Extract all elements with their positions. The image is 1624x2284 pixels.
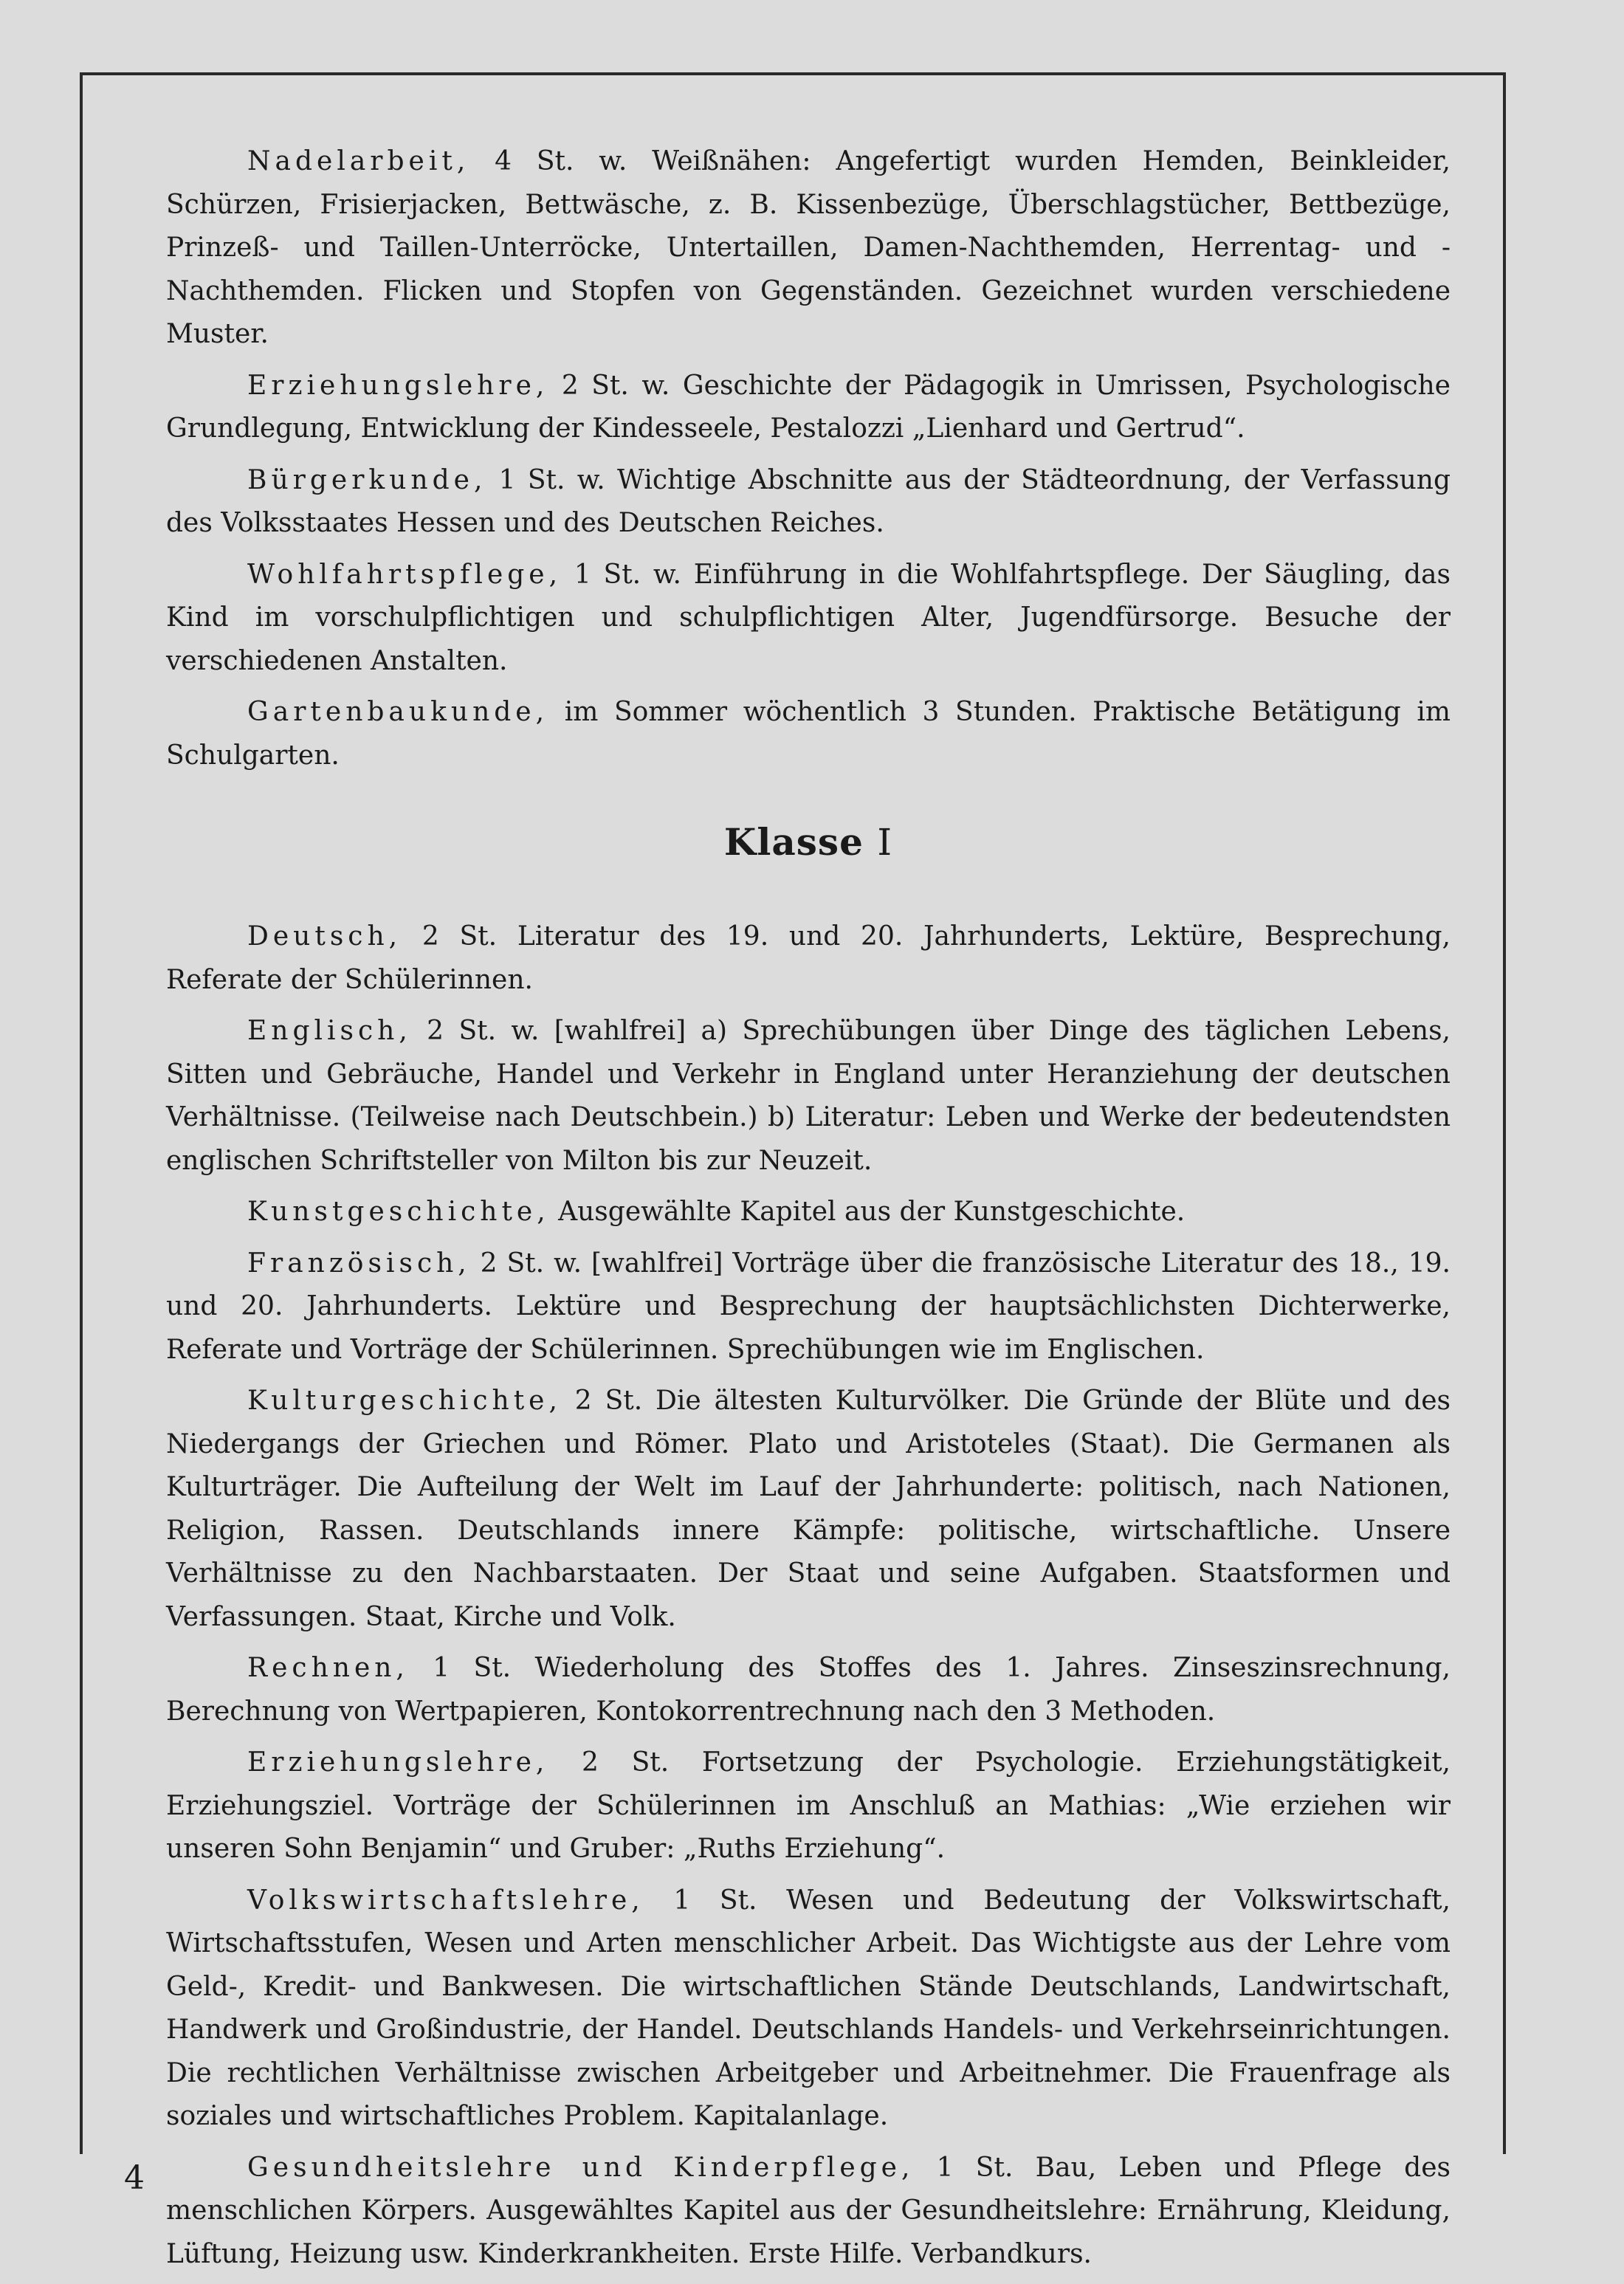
paragraph-buergerkunde	[166, 459, 1451, 546]
subject-text: 1 St. Wiederholung des Stoffes des 1. Jahres. Zinseszinsrechnung, Berechnung von Wertpapieren, Kontokorrentrechnung nach den 3 Methoden.	[166, 1653, 1451, 1727]
subject-text: 2 St. w. [wahlfrei] Vorträge über die französische Literatur des 18., 19. und 20. Jahrhunderts. Lektüre und Besprechung der hauptsächlichsten Dichterwerke, Referate und Vorträge der Schülerinnen. Sprechübungen wie im Englischen.	[166, 1248, 1451, 1365]
subject-lead: Französisch,	[247, 1248, 471, 1279]
paragraph-volkswirtschaftslehre	[166, 1879, 1451, 2139]
subject-text: Ausgewählte Kapitel aus der Kunstgeschichte.	[549, 1197, 1186, 1227]
subject-text: 1 St. w. Wichtige Abschnitte aus der Städteordnung, der Verfassung des Volksstaates Hessen und des Deutschen Reiches.	[166, 464, 1451, 538]
heading-numeral: I	[877, 821, 893, 864]
paragraph-franzoesisch	[166, 1242, 1451, 1372]
subject-lead: Rechnen,	[247, 1653, 409, 1683]
paragraph-kunstgeschichte	[166, 1191, 1451, 1234]
paragraph-gartenbaukunde	[166, 691, 1451, 777]
subject-lead: Gartenbaukunde,	[247, 697, 549, 727]
subject-text: im Sommer wöchentlich 3 Stunden. Praktische Betätigung im Schulgarten.	[166, 697, 1451, 771]
subject-lead: Bürgerkunde,	[247, 464, 487, 495]
subject-lead: Volkswirtschaftslehre,	[247, 1885, 644, 1916]
paragraph-gesundheitslehre	[166, 2147, 1451, 2277]
subject-lead: Gesundheitslehre und Kinderpflege,	[247, 2152, 915, 2183]
paragraph-englisch	[166, 1010, 1451, 1183]
subject-text: 2 St. w. [wahlfrei] a) Sprechübungen über Dinge des täglichen Lebens, Sitten und Gebräuche, Handel und Verkehr in England unter Heranziehung der deutschen Verhältnisse. (Teilweise nach Deutschbein.) b) Literatur: Leben und Werke der bedeutendsten englischen Schriftsteller von Milton bis zur Neuzeit.	[166, 1016, 1451, 1176]
paragraph-wohlfahrtspflege	[166, 554, 1451, 684]
subject-text: 2 St. Fortsetzung der Psychologie. Erziehungstätigkeit, Erziehungsziel. Vorträge der Schülerinnen im Anschluß an Mathias: „Wie erziehen wir unseren Sohn Benjamin“ und Gruber: „Ruths Erziehung“.	[166, 1747, 1451, 1864]
section-heading	[166, 820, 1451, 864]
subject-text: 2 St. w. Geschichte der Pädagogik in Umrissen, Psychologische Grundlegung, Entwicklung der Kindesseele, Pestalozzi „Lienhard und Gertrud“.	[166, 370, 1451, 444]
subject-text: 2 St. Die ältesten Kulturvölker. Die Gründe der Blüte und des Niedergangs der Griechen und Römer. Plato und Aristoteles (Staat). Die Germanen als Kulturträger. Die Aufteilung der Welt im Lauf der Jahrhunderte: politisch, nach Nationen, Religion, Rassen. Deutschlands innere Kämpfe: politische, wirtschaftliche. Unsere Verhältnisse zu den Nachbarstaaten. Der Staat und seine Aufgaben. Staatsformen und Verfassungen. Staat, Kirche und Volk.	[166, 1386, 1451, 1632]
paragraph-nadelarbeit	[166, 140, 1451, 357]
paragraph-rechnen	[166, 1647, 1451, 1733]
subject-lead: Nadelarbeit,	[247, 146, 470, 176]
subject-lead: Englisch,	[247, 1016, 412, 1046]
subject-lead: Erziehungslehre,	[247, 370, 549, 401]
paragraph-kulturgeschichte	[166, 1380, 1451, 1639]
paragraph-erziehungslehre-2	[166, 1741, 1451, 1871]
page-number: 4	[124, 2159, 145, 2197]
subject-text: 1 St. Bau, Leben und Pflege des menschlichen Körpers. Ausgewähltes Kapitel aus der Gesundheitslehre: Ernährung, Kleidung, Lüftung, Heizung usw. Kinderkrankheiten. Erste Hilfe. Verbandkurs.	[166, 2152, 1451, 2269]
paragraph-erziehungslehre	[166, 365, 1451, 451]
subject-lead: Deutsch,	[247, 921, 402, 952]
subject-text: 2 St. Literatur des 19. und 20. Jahrhunderts, Lektüre, Besprechung, Referate der Schülerinnen.	[166, 921, 1451, 995]
paragraph-deutsch	[166, 915, 1451, 1002]
page-content	[166, 140, 1451, 2284]
heading-word: Klasse	[723, 820, 864, 864]
subject-text: 1 St. Wesen und Bedeutung der Volkswirtschaft, Wirtschaftsstufen, Wesen und Arten menschlicher Arbeit. Das Wichtigste aus der Lehre vom Geld-, Kredit- und Bankwesen. Die wirtschaftlichen Stände Deutschlands, Landwirtschaft, Handwerk und Großindustrie, der Handel. Deutschlands Handels- und Verkehrseinrichtungen. Die rechtlichen Verhältnisse zwischen Arbeitgeber und Arbeitnehmer. Die Frauenfrage als soziales und wirtschaftliches Problem. Kapitalanlage.	[166, 1885, 1451, 2131]
subject-lead: Erziehungslehre,	[247, 1747, 549, 1778]
subject-text: 1 St. w. Einführung in die Wohlfahrtspflege. Der Säugling, das Kind im vorschulpflichtigen und schulpflichtigen Alter, Jugendfürsorge. Besuche der verschiedenen Anstalten.	[166, 559, 1451, 676]
subject-lead: Kunstgeschichte,	[247, 1197, 550, 1227]
subject-text: 4 St. w. Weißnähen: Angefertigt wurden Hemden, Beinkleider, Schürzen, Frisierjacken, Bettwäsche, z. B. Kissenbezüge, Überschlagstücher, Bettbezüge, Prinzeß- und Taillen-Unterröcke, Untertaillen, Damen-Nachthemden, Herrentag- und -Nachthemden. Flicken und Stopfen von Gegenständen. Gezeichnet wurden verschiedene Muster.	[166, 146, 1451, 349]
subject-lead: Kulturgeschichte,	[247, 1386, 562, 1416]
subject-lead: Wohlfahrtspflege,	[247, 559, 562, 590]
